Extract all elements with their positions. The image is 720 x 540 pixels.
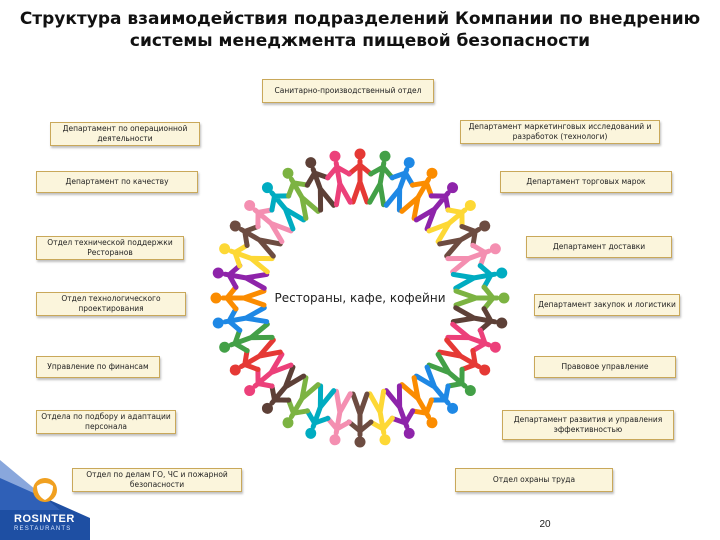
- dept-marketing: Департамент маркетинговых исследований и разработок (технологи): [460, 120, 660, 144]
- dept-brands: Департамент торговых марок: [500, 171, 672, 193]
- dept-hr: Отдела по подбору и адаптации персонала: [36, 410, 176, 434]
- dept-development: Департамент развития и управления эффективностью: [502, 410, 674, 440]
- page-number: 20: [539, 519, 551, 530]
- center-label: Рестораны, кафе, кофейни: [274, 291, 446, 305]
- person-figure-icon: [211, 287, 265, 309]
- dept-finance: Управление по финансам: [36, 356, 160, 378]
- dept-civil-defense: Отдел по делам ГО, ЧС и пожарной безопасности: [72, 468, 242, 492]
- dept-procurement: Департамент закупок и логистики: [534, 294, 680, 316]
- person-figure-icon: [349, 394, 371, 448]
- dept-quality: Департамент по качеству: [36, 171, 198, 193]
- dept-labor-safety: Отдел охраны труда: [455, 468, 613, 492]
- person-figure-icon: [349, 149, 371, 203]
- logo-sub: RESTAURANTS: [14, 526, 72, 532]
- dept-operations: Департамент по операционной деятельности: [50, 122, 200, 146]
- dept-legal: Правовое управление: [534, 356, 676, 378]
- dept-tech-support: Отдел технической поддержки Ресторанов: [36, 236, 184, 260]
- logo-name: ROSINTER: [14, 513, 75, 525]
- dept-sanitary: Санитарно-производственный отдел: [262, 79, 434, 103]
- dept-tech-design: Отдел технологического проектирования: [36, 292, 186, 316]
- title-line-1: Структура взаимодействия подразделений Компании по внедрению: [19, 9, 701, 29]
- dept-delivery: Департамент доставки: [526, 236, 672, 258]
- title-line-2: системы менеджмента пищевой безопасности: [129, 31, 591, 51]
- person-figure-icon: [456, 287, 510, 309]
